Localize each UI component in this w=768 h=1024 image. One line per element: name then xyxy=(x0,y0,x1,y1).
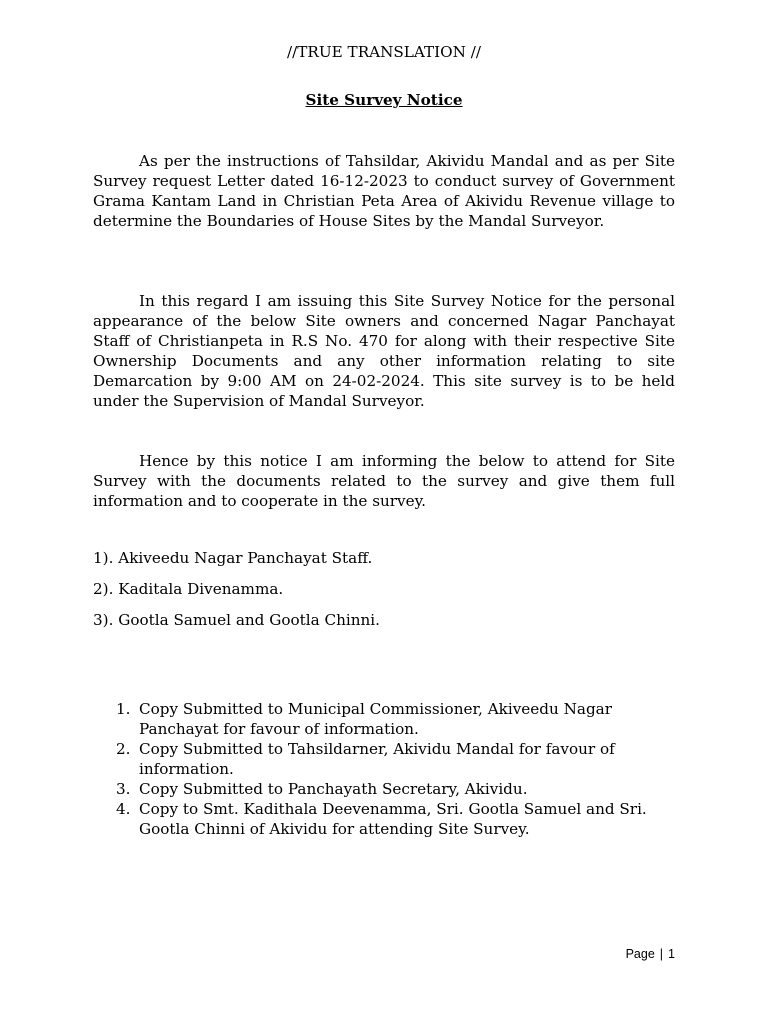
page-label: Page xyxy=(625,947,655,961)
paragraph-attendance-request: Hence by this notice I am informing the below to attend for Site Survey with the documents related to the survey and give them full information and to cooperate in the survey. xyxy=(93,452,675,510)
page-footer xyxy=(626,946,675,962)
paragraph-personal-appearance: In this regard I am issuing this Site Survey Notice for the personal appearance of the below Site owners and concerned Nagar Panchayat Staff of Christianpeta in R.S No. 470 for along with their respective Site Ownership Documents and any other information relating to site Demarcation by 9:00 AM on 24-02-2024. This site survey is to be held under the Supervision of Mandal Surveyor. xyxy=(93,292,675,410)
copy-item-number: 2. xyxy=(116,740,131,758)
addressee-item: 3). Gootla Samuel and Gootla Chinni. xyxy=(93,611,380,629)
copy-item-text: Copy Submitted to Municipal Commissioner, Akiveedu Nagar Panchayat for favour of information. xyxy=(139,700,612,738)
paragraph-instructions: As per the instructions of Tahsildar, Akividu Mandal and as per Site Survey request Letter dated 16-12-2023 to conduct survey of Government Grama Kantam Land in Christian Peta Area of Akividu Revenue village to determine the Boundaries of House Sites by the Mandal Surveyor. xyxy=(93,152,675,230)
copy-item-text: Copy Submitted to Tahsildarner, Akividu Mandal for favour of information. xyxy=(139,740,615,778)
copy-item xyxy=(116,799,676,839)
copy-item-text: Copy to Smt. Kadithala Deevenamma, Sri. Gootla Samuel and Sri. Gootla Chinni of Akividu for attending Site Survey. xyxy=(139,800,647,838)
copy-item-number: 1. xyxy=(116,700,131,718)
copy-item xyxy=(116,699,676,739)
notice-title: Site Survey Notice xyxy=(305,91,463,109)
copy-item-number: 3. xyxy=(116,780,131,798)
copy-item xyxy=(116,739,676,779)
copy-item-text: Copy Submitted to Panchayath Secretary, Akividu. xyxy=(139,780,528,798)
addressee-item: 2). Kaditala Divenamma. xyxy=(93,580,284,598)
copy-item xyxy=(116,779,676,799)
addressee-item: 1). Akiveedu Nagar Panchayat Staff. xyxy=(93,549,373,567)
copy-item-number: 4. xyxy=(116,800,131,818)
addressee-list xyxy=(93,548,675,641)
copy-to-list xyxy=(116,699,676,839)
translation-header: //TRUE TRANSLATION // xyxy=(287,43,481,61)
page-number: 1 xyxy=(668,947,675,961)
page-separator: | xyxy=(659,947,664,961)
